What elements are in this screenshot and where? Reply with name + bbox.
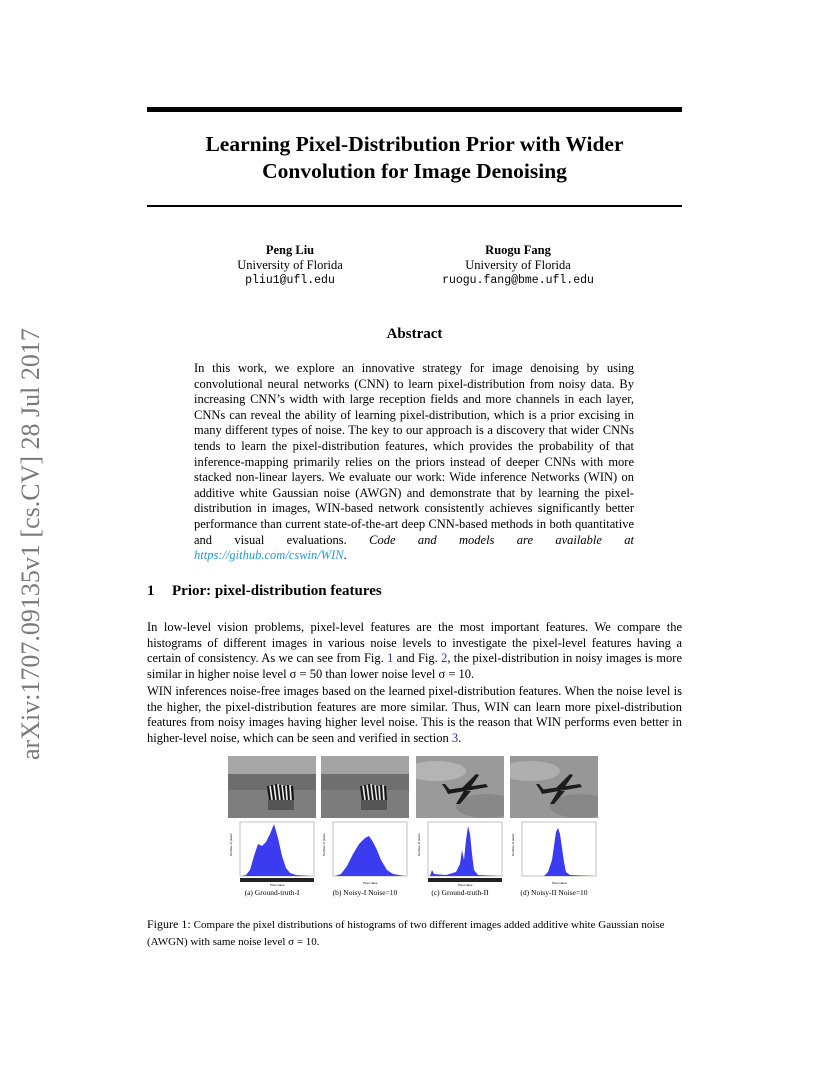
author-1: [210, 243, 370, 288]
arxiv-sidebar: arXiv:1707.09135v1 [cs.CV] 28 Jul 2017: [16, 328, 45, 760]
histogram-2-area: [335, 836, 405, 876]
figure-1-caption: [147, 917, 682, 950]
author-2: [428, 243, 608, 288]
paragraph-text: and Fig.: [393, 651, 442, 666]
caption-text: Compare the pixel distributions of histograms of two different images added additive white Gaussian noise (AWGN) with same noise level σ = 10.: [147, 919, 665, 948]
histogram-3-area: [430, 826, 500, 876]
paragraph-2: [147, 684, 682, 746]
figure-ref-2[interactable]: 2: [441, 651, 448, 666]
histogram-xlabel: Pixel value: [363, 881, 378, 885]
paper-title: [147, 131, 682, 185]
section-ref[interactable]: 3: [451, 730, 459, 745]
abstract-text: In this work, we explore an innovative strategy for image denoising by using convolutional neural networks (CNN) to learn pixel-distribution from noisy data. By increasing CNN’s width with large reception fields and more channels in each layer, CNNs can reveal the ability of learning pixel-distribution, which is a prior excising in many different types of noise. The key to our approach is a discovery that wider CNNs tends to learn the pixel-distribution features, which provides the probability of that inference-mapping primarily relies on the priors instead of deeper CNNs with more stacked non-linear layers. We evaluate our work: Wide inference Networks (WIN) on additive white Gaussian noise (AWGN) and demonstrate that by learning the pixel-distribution in images, WIN-based network consistently achieves significantly better performance than current state-of-the-art deep CNN-based methods in both quantitative and visual evaluations.: [194, 361, 634, 547]
ground-truth-1-image: [228, 756, 316, 818]
top-rule: [147, 107, 682, 112]
histogram-ylabel: Number of pixels: [229, 833, 233, 856]
noisy-1-image: [321, 756, 409, 818]
paragraph-text: WIN inferences noise-free images based on the learned pixel-distribution features. When the noise level is the higher, the pixel-distribution features are more similar. Thus, WIN can learn more pixel-distribution features from noisy images having higher level noise. This is the reason that WIN performs even better in higher-level noise, which can be seen and verified in section: [147, 684, 682, 745]
histogram-ylabel: Number of pixels: [417, 833, 421, 856]
histogram-xlabel: Pixel value: [270, 883, 285, 886]
section-heading: [147, 583, 382, 600]
code-link[interactable]: https://github.com/cswin/WIN: [194, 548, 344, 563]
abstract-code-end: .: [343, 548, 347, 563]
subcaption-b: (b) Noisy-I Noise=10: [332, 888, 398, 897]
noisy-2-image: [510, 756, 598, 818]
histogram-ground-truth-2: [416, 820, 504, 886]
caption-label: Figure 1:: [147, 917, 191, 931]
paragraph-text: In low-level vision problems, pixel-level features are the most important features. We compare the histograms of different images in various noise levels to investigate the pixel-level features having a certain of consistency. As we can see from Fig.: [147, 620, 682, 666]
histogram-ylabel: Number of pixels: [511, 833, 515, 856]
abstract-heading: Abstract: [386, 326, 443, 342]
histogram-4-area: [524, 828, 594, 876]
histogram-xlabel: Pixel value: [458, 883, 473, 886]
author-affiliation: University of Florida: [465, 258, 571, 272]
histogram-noisy-2: [510, 820, 598, 886]
histogram-noisy-1: [321, 820, 409, 886]
author-name: Ruogu Fang: [485, 243, 551, 257]
histogram-1-area: [242, 824, 312, 876]
author-email: pliu1@ufl.edu: [245, 274, 335, 287]
histogram-xlabel: Pixel value: [552, 881, 567, 885]
section-number: 1: [147, 583, 155, 599]
subcaption-d: (d) Noisy-II Noise=10: [520, 888, 588, 897]
histogram-ylabel: Number of pixels: [322, 833, 326, 856]
paragraph-text: .: [458, 730, 462, 745]
title-line-2: Convolution for Image Denoising: [262, 159, 567, 183]
figure-ref-1[interactable]: 1: [387, 651, 394, 666]
section-title: Prior: pixel-distribution features: [172, 583, 382, 599]
histogram-ground-truth-1: [228, 820, 316, 886]
paragraph-text: , the pixel-distribution in noisy images is more similar in higher noise level σ = 50 than lower noise level σ = 10.: [147, 651, 682, 681]
title-line-1: Learning Pixel-Distribution Prior with Wider: [205, 132, 624, 156]
subcaption-c: (c) Ground-truth-II: [431, 888, 489, 897]
ground-truth-2-image: [416, 756, 504, 818]
author-name: Peng Liu: [265, 243, 315, 257]
author-email: ruogu.fang@bme.ufl.edu: [442, 274, 594, 287]
author-affiliation: University of Florida: [237, 258, 343, 272]
abstract-body: [194, 361, 634, 564]
paragraph-1: [147, 620, 682, 682]
abstract-code-text: Code and models are available at: [369, 532, 634, 547]
title-bottom-rule: [147, 205, 682, 207]
subcaption-a: (a) Ground-truth-I: [244, 888, 300, 897]
figure-1: [228, 756, 603, 906]
